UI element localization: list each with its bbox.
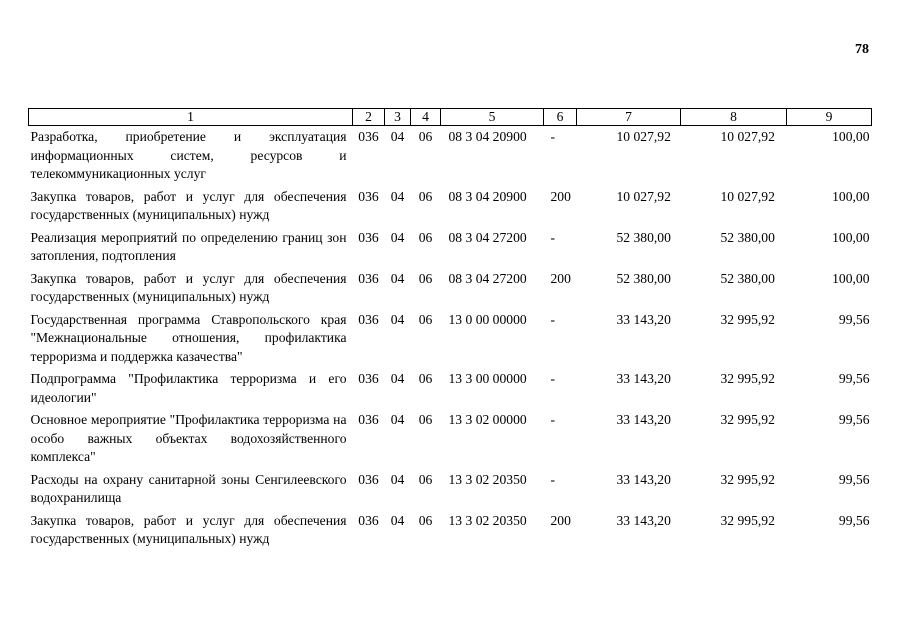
column-header: 5: [441, 109, 544, 126]
table-row: [29, 309, 872, 369]
cell-value: 52 380,00: [616, 270, 671, 286]
cell-value: -: [550, 412, 556, 427]
cell-value: 32 995,92: [720, 371, 775, 386]
table-row: [29, 510, 872, 551]
cell-value: 13 3 00 00000: [448, 371, 527, 386]
column-header: 6: [544, 109, 577, 126]
cell-value: 08 3 04 27200: [448, 229, 527, 245]
row-name: Закупка товаров, работ и услуг для обеспечения государственных (муниципальных) нужд: [30, 270, 347, 304]
cell-value: 32 995,92: [720, 471, 775, 487]
cell-value: 33 143,20: [616, 471, 671, 487]
column-header: 8: [681, 109, 787, 126]
cell-value: 08 3 04 20900: [448, 129, 527, 144]
cell-value: -: [550, 471, 556, 487]
column-header: 9: [787, 109, 872, 126]
row-name: Закупка товаров, работ и услуг для обеспечения государственных (муниципальных) нужд: [30, 188, 347, 222]
column-header: 3: [385, 109, 411, 126]
cell-value: 06: [418, 270, 433, 286]
row-name: Реализация мероприятий по определению границ зон затопления, подтопления: [30, 229, 347, 263]
cell-value: 200: [550, 270, 571, 286]
cell-value: 06: [418, 229, 433, 245]
cell-value: 13 0 00 00000: [448, 311, 527, 327]
cell-value: 036: [358, 229, 379, 245]
cell-value: 13 3 02 20350: [448, 512, 527, 528]
cell-value: 200: [550, 188, 571, 204]
cell-value: 32 995,92: [720, 512, 775, 528]
cell-value: 036: [358, 512, 379, 528]
row-name: Закупка товаров, работ и услуг для обеспечения государственных (муниципальных) нужд: [30, 512, 347, 546]
row-name: Основное мероприятие "Профилактика терроризма на особо важных объектах водохозяйственного комплекса": [30, 412, 347, 464]
row-name: Разработка, приобретение и эксплуатация информационных систем, ресурсов и телекоммуникационных услуг: [30, 129, 347, 181]
table-row: [29, 227, 872, 268]
cell-value: 100,00: [832, 270, 870, 286]
cell-value: -: [550, 371, 556, 386]
cell-value: 06: [418, 512, 433, 528]
table-row: [29, 126, 872, 186]
cell-value: 04: [390, 188, 405, 204]
cell-value: 100,00: [832, 229, 870, 245]
cell-value: 036: [358, 129, 379, 144]
cell-value: 99,56: [838, 412, 870, 427]
budget-table: [28, 108, 872, 551]
cell-value: 100,00: [832, 129, 870, 144]
row-name: Подпрограмма "Профилактика терроризма и его идеологии": [30, 371, 347, 405]
cell-value: 100,00: [832, 188, 870, 204]
cell-value: 036: [358, 371, 379, 386]
cell-value: 04: [390, 471, 405, 487]
cell-value: 99,56: [838, 311, 870, 327]
cell-value: 06: [418, 371, 433, 386]
cell-value: 52 380,00: [616, 229, 671, 245]
cell-value: 10 027,92: [720, 188, 775, 204]
cell-value: 99,56: [838, 512, 870, 528]
cell-value: 04: [390, 512, 405, 528]
cell-value: 32 995,92: [720, 412, 775, 427]
cell-value: 52 380,00: [720, 270, 775, 286]
cell-value: 036: [358, 471, 379, 487]
cell-value: 08 3 04 20900: [448, 188, 527, 204]
table-row: [29, 368, 872, 409]
cell-value: 036: [358, 311, 379, 327]
cell-value: -: [550, 129, 556, 144]
cell-value: 06: [418, 188, 433, 204]
table-row: [29, 409, 872, 469]
cell-value: 10 027,92: [616, 188, 671, 204]
cell-value: 036: [358, 412, 379, 427]
cell-value: -: [550, 311, 556, 327]
cell-value: 06: [418, 311, 433, 327]
column-header: 4: [411, 109, 441, 126]
cell-value: 04: [390, 371, 405, 386]
cell-value: 036: [358, 188, 379, 204]
cell-value: 06: [418, 129, 433, 144]
page-number: 78: [855, 42, 869, 57]
cell-value: 08 3 04 27200: [448, 270, 527, 286]
table-row: [29, 186, 872, 227]
cell-value: 32 995,92: [720, 311, 775, 327]
cell-value: 13 3 02 00000: [448, 412, 527, 427]
table-row: [29, 268, 872, 309]
cell-value: 33 143,20: [616, 371, 671, 386]
cell-value: 04: [390, 229, 405, 245]
cell-value: 99,56: [838, 371, 870, 386]
cell-value: 06: [418, 412, 433, 427]
cell-value: 33 143,20: [616, 412, 671, 427]
cell-value: 10 027,92: [720, 129, 775, 144]
column-header: 2: [353, 109, 385, 126]
cell-value: 10 027,92: [616, 129, 671, 144]
table-row: [29, 469, 872, 510]
cell-value: 036: [358, 270, 379, 286]
cell-value: 33 143,20: [616, 512, 671, 528]
cell-value: 33 143,20: [616, 311, 671, 327]
cell-value: 04: [390, 129, 405, 144]
column-header: 7: [577, 109, 681, 126]
cell-value: 13 3 02 20350: [448, 471, 527, 487]
row-name: Государственная программа Ставропольского края "Межнациональные отношения, профилактика терроризма и поддержка казачества": [30, 311, 347, 364]
cell-value: 04: [390, 311, 405, 327]
cell-value: 99,56: [838, 471, 870, 487]
cell-value: 04: [390, 270, 405, 286]
cell-value: 200: [550, 512, 571, 528]
cell-value: 04: [390, 412, 405, 427]
cell-value: 06: [418, 471, 433, 487]
row-name: Расходы на охрану санитарной зоны Сенгилеевского водохранилища: [30, 471, 347, 505]
column-header: 1: [29, 109, 353, 126]
cell-value: 52 380,00: [720, 229, 775, 245]
cell-value: -: [550, 229, 556, 245]
table-header: [29, 109, 872, 126]
